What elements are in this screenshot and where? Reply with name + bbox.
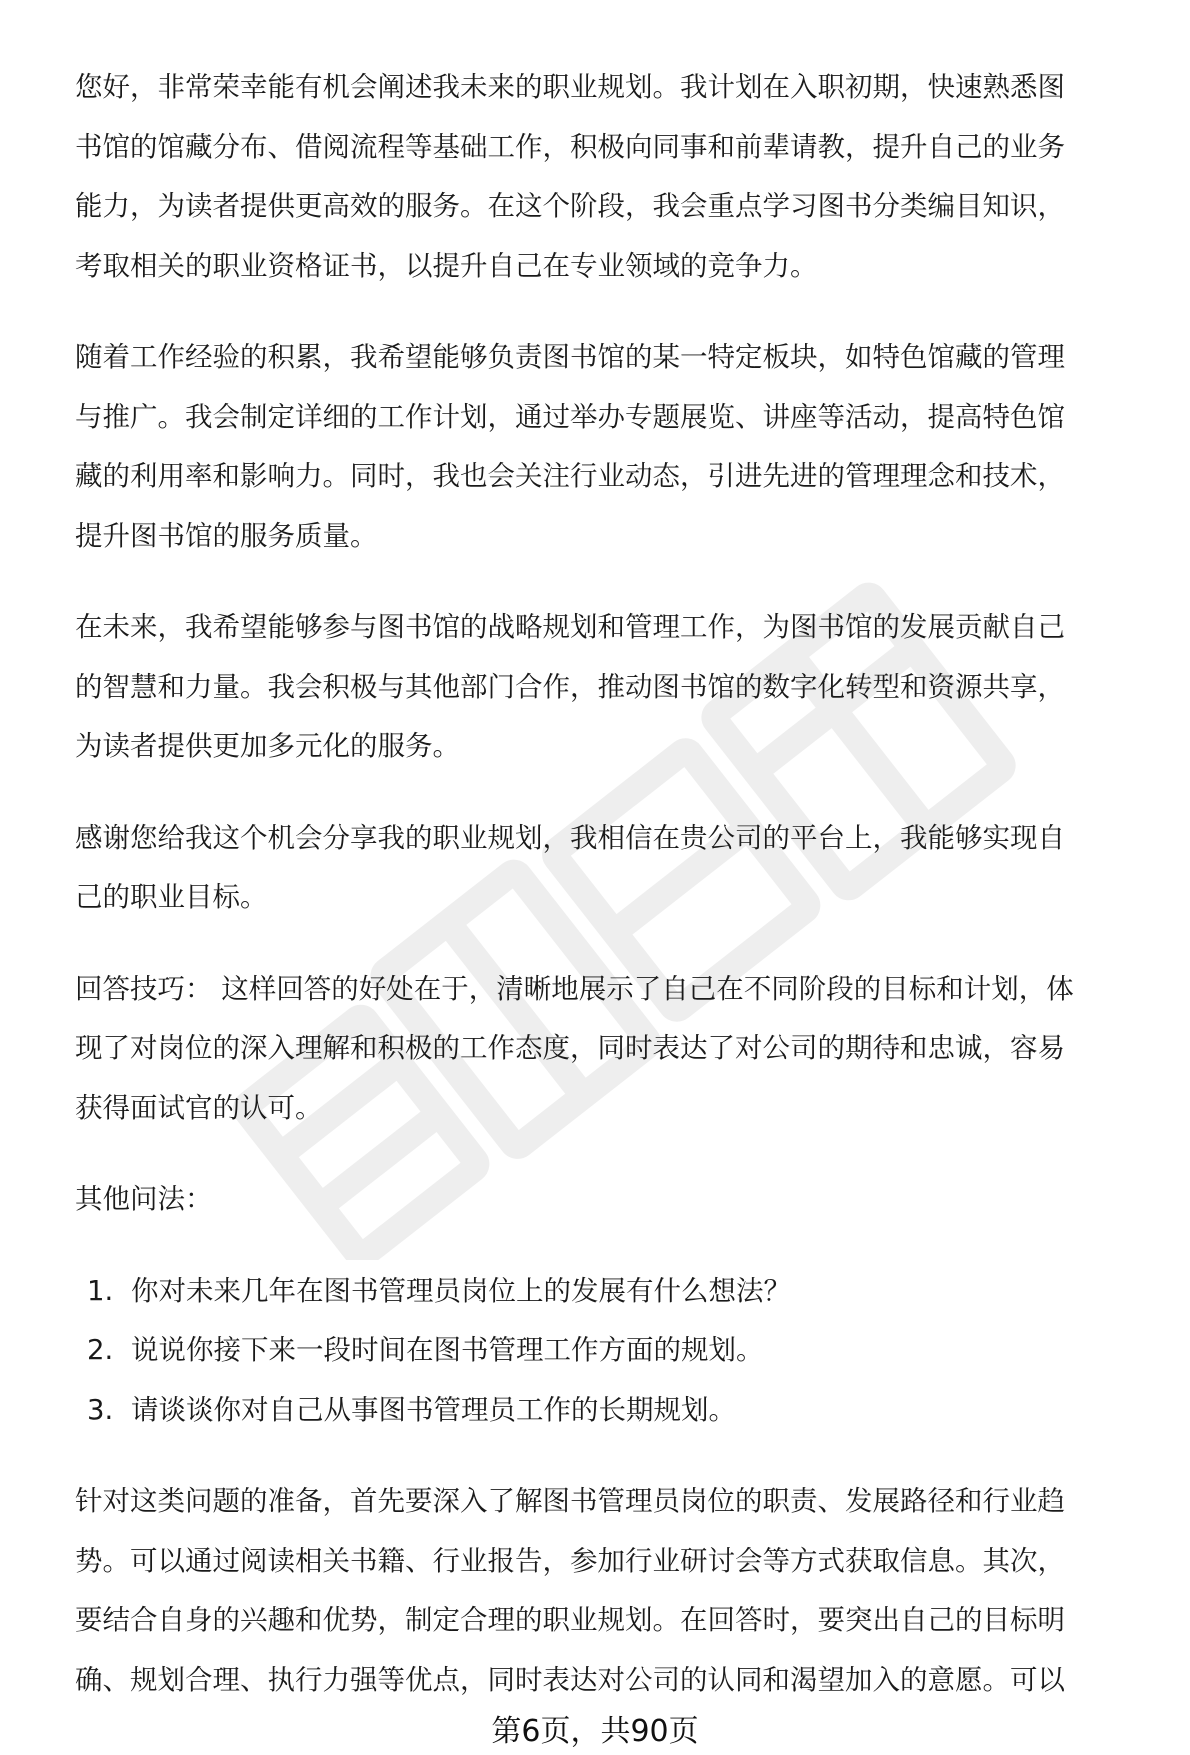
- paragraph-answer-tips: 回答技巧： 这样回答的好处在于，清晰地展示了自己在不同阶段的目标和计划，体 现了对岗位的深入理解和积极的工作态度，同时表达了对公司的期待和忠诚，容易 获得面试官的认可。: [75, 972, 1074, 1124]
- paragraph-mid-term: 随着工作经验的积累，我希望能够负责图书馆的某一特定板块，如特色馆藏的管理 与推广。我会制定详细的工作计划，通过举办专题展览、讲座等活动，提高特色馆 藏的利用率和影响力。同时，我也会关注行业动态，引进先进的管理理念和技术， 提升图书馆的服务质量。: [75, 341, 1065, 552]
- list-item: [75, 1381, 1165, 1441]
- list-item-number: 2.: [87, 1334, 114, 1366]
- list-item: [75, 1321, 1165, 1381]
- list-item-number: 3.: [87, 1393, 114, 1426]
- paragraph-preparation: 针对这类问题的准备，首先要深入了解图书管理员岗位的职责、发展路径和行业趋 势。可以通过阅读相关书籍、行业报告，参加行业研讨会等方式获取信息。其次， 要结合自身的兴趣和优势，制定合理的职业规划。在回答时，要突出自己的目标明 确、规划合理、执行力强等优点，同时表达对公司的认同和渴望加入的意愿。可以: [75, 1485, 1065, 1696]
- paragraph-thanks: 感谢您给我这个机会分享我的职业规划，我相信在贵公司的平台上，我能够实现自 己的职业目标。: [75, 821, 1065, 913]
- paragraph-long-term: 在未来，我希望能够参与图书馆的战略规划和管理工作，为图书馆的发展贡献自己 的智慧和力量。我会积极与其他部门合作，推动图书馆的数字化转型和资源共享， 为读者提供更加多元化的服务。: [75, 611, 1065, 762]
- page-number-footer: 第6页，共90页: [491, 1714, 699, 1749]
- list-item: [75, 1262, 1165, 1322]
- paragraph-other-questions-heading: 其他问法：: [75, 1183, 213, 1215]
- list-item-text: 请谈谈你对自己从事图书管理员工作的长期规划。: [131, 1393, 736, 1426]
- list-item-number: 1.: [87, 1274, 114, 1307]
- list-item-text: 说说你接下来一段时间在图书管理工作方面的规划。: [131, 1334, 764, 1366]
- document-body: [75, 58, 1165, 1742]
- paragraph-intro: 您好，非常荣幸能有机会阐述我未来的职业规划。我计划在入职初期，快速熟悉图 书馆的馆藏分布、借阅流程等基础工作，积极向同事和前辈请教，提升自己的业务 能力，为读者提供更高效的服务。在这个阶段，我会重点学习图书分类编目知识， 考取相关的职业资格证书，以提升自己在专业领域的竞争力。: [75, 71, 1065, 282]
- other-questions-list: [75, 1262, 1165, 1441]
- list-item-text: 你对未来几年在图书管理员岗位上的发展有什么想法？: [131, 1274, 791, 1307]
